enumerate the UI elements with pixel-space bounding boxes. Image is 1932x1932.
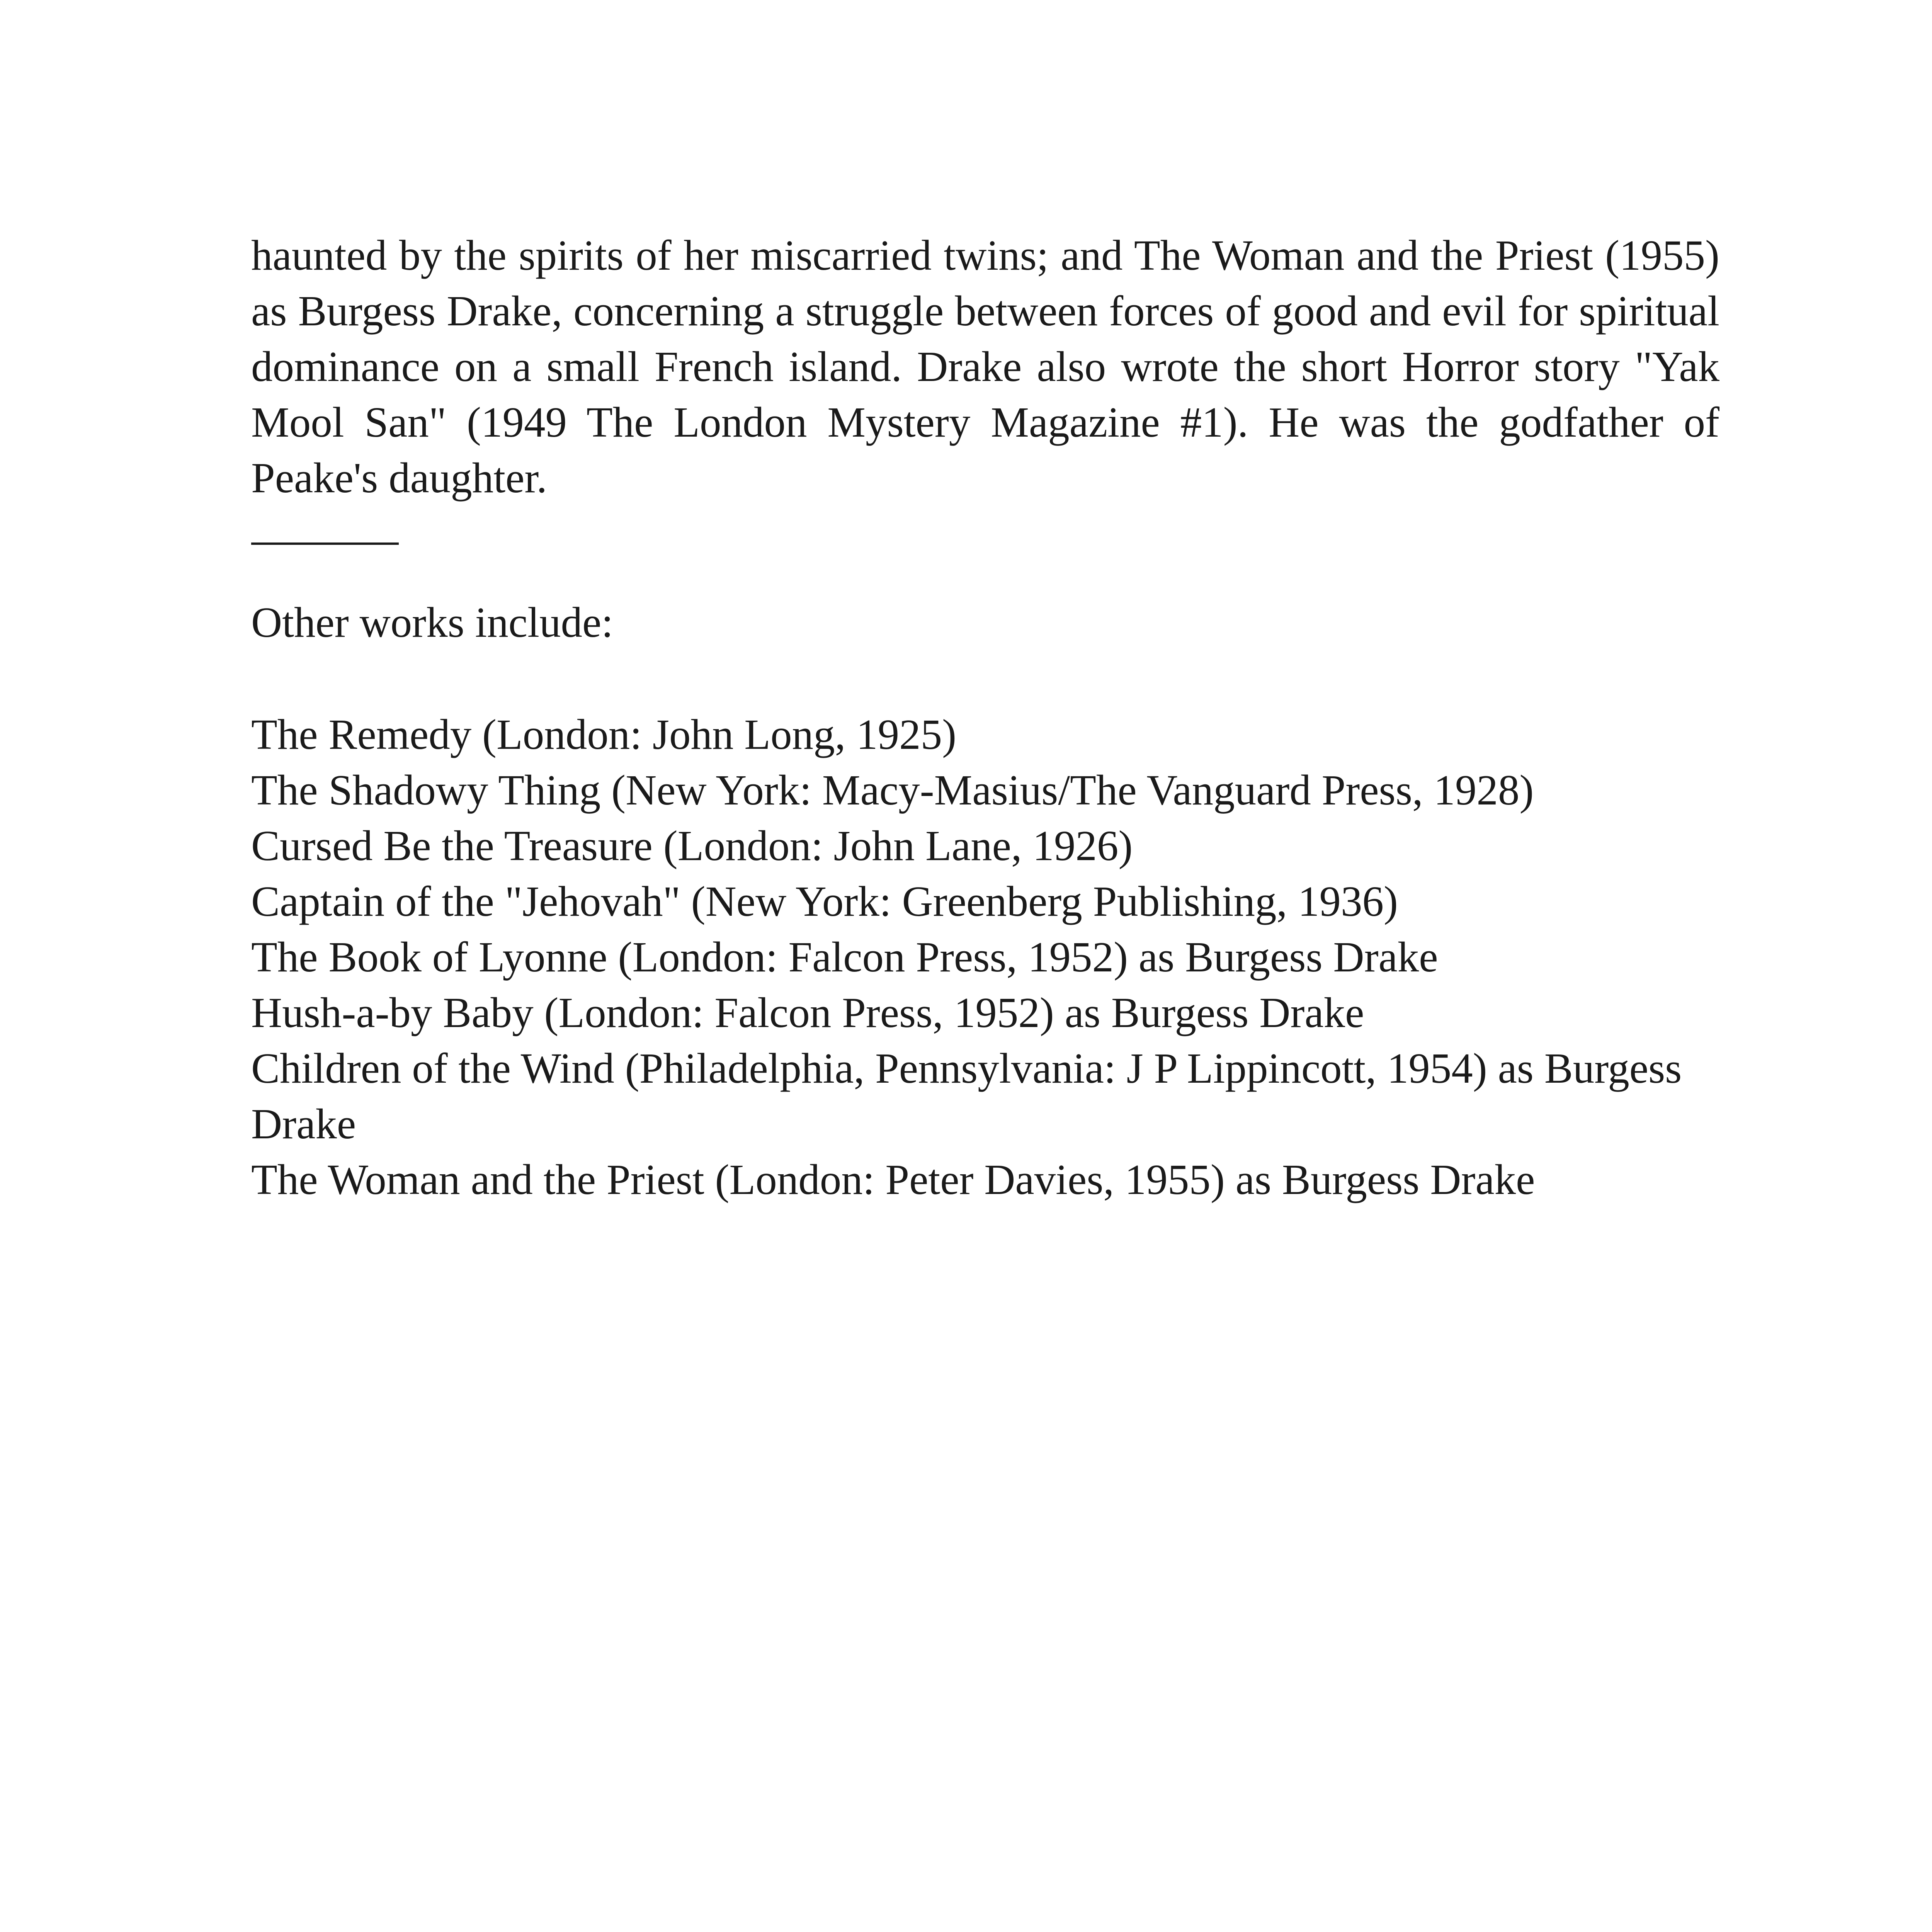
- list-item: The Shadowy Thing (New York: Macy-Masius/The Vanguard Press, 1928): [251, 767, 1534, 814]
- list-item: Children of the Wind (Philadelphia, Pennsylvania: J P Lippincott, 1954) as Burgess Drake: [251, 1045, 1682, 1148]
- body-paragraph: haunted by the spirits of her miscarried twins; and The Woman and the Priest (1955) as Burgess Drake, concerning a struggle between forces of good and evil for spiritual dominance on a small French island. Drake also wrote the short Horror story "Yak Mool San" (1949 The London Mystery Magazine #1). He was the godfather of Peake's daughter.: [251, 232, 1719, 502]
- document-page: [251, 228, 1719, 1208]
- list-item: The Woman and the Priest (London: Peter Davies, 1955) as Burgess Drake: [251, 1156, 1535, 1204]
- list-item: The Book of Lyonne (London: Falcon Press, 1952) as Burgess Drake: [251, 934, 1438, 981]
- list-item: The Remedy (London: John Long, 1925): [251, 711, 957, 759]
- works-list: [251, 707, 1719, 1208]
- list-item: Cursed Be the Treasure (London: John Lane, 1926): [251, 822, 1133, 870]
- list-item: Hush-a-by Baby (London: Falcon Press, 1952) as Burgess Drake: [251, 989, 1364, 1037]
- list-item: Captain of the "Jehovah" (New York: Greenberg Publishing, 1936): [251, 878, 1398, 925]
- section-divider: [251, 543, 399, 545]
- section-heading: Other works include:: [251, 599, 614, 646]
